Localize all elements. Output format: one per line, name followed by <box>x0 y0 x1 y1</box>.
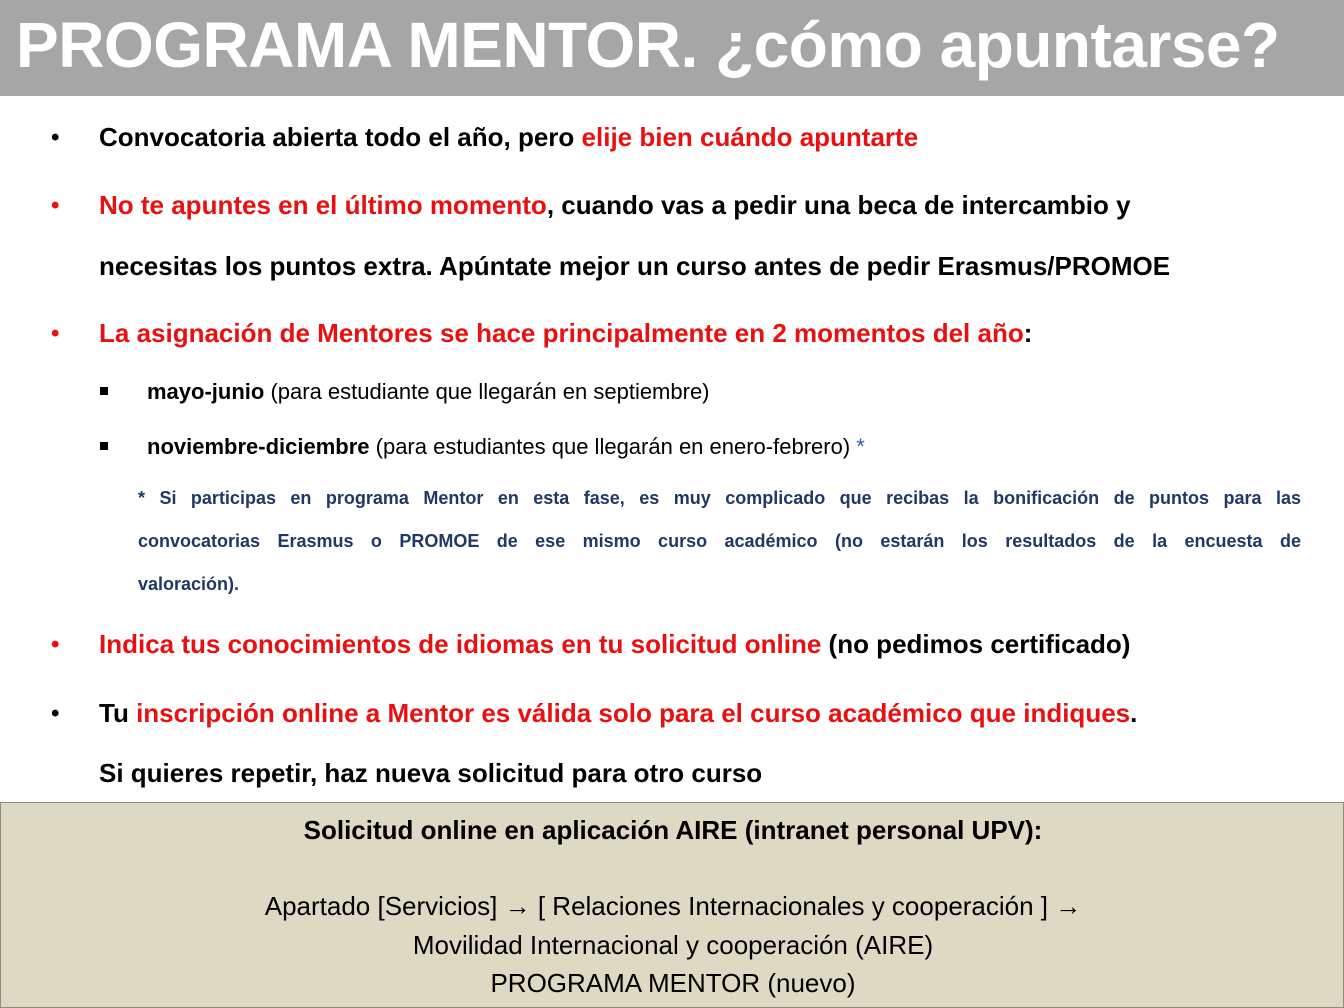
sub-item-1-rest: (para estudiante que llegarán en septiembre) <box>264 379 710 404</box>
bullet-2-line-1 <box>99 192 1131 218</box>
footer-heading: Solicitud online en aplicación AIRE (intranet personal UPV): <box>303 815 1043 845</box>
sub-bullet-1 <box>100 387 108 395</box>
bullet-4-text <box>99 631 1130 657</box>
note-line-2: convocatorias Erasmus o PROMOE de ese mismo curso académico (no estarán los resultados de la encuesta de <box>138 531 1301 551</box>
sub-item-2-asterisk: * <box>856 434 865 459</box>
footer-path-line-3: PROGRAMA MENTOR (nuevo) <box>490 968 856 998</box>
bullet-5-line-2: Si quieres repetir, haz nueva solicitud para otro curso <box>99 758 763 788</box>
bullet-5-part-3: . <box>1130 698 1138 728</box>
bullet-5-part-1: Tu <box>99 698 137 728</box>
sub-item-1-bold: mayo-junio <box>147 379 265 404</box>
bullet-dot-4: • <box>51 631 60 658</box>
bullet-4-part-1: Indica tus conocimientos de idiomas en tu solicitud online <box>99 629 822 659</box>
note-line-3: valoración). <box>138 574 240 594</box>
bullet-3-part-1: La asignación de Mentores se hace principalmente en 2 momentos del año <box>99 318 1024 348</box>
sub-bullet-2 <box>100 442 108 450</box>
footer-path-line-2: Movilidad Internacional y cooperación (AIRE) <box>412 930 934 960</box>
bullet-1-part-1: Convocatoria abierta todo el año, pero <box>99 122 582 152</box>
bullet-1-part-2: elije bien cuándo apuntarte <box>581 122 919 152</box>
bullet-3-text <box>99 320 1032 346</box>
bullet-dot-1: • <box>51 124 60 151</box>
page-title: PROGRAMA MENTOR. ¿cómo apuntarse? <box>16 9 1280 81</box>
footer-box <box>0 802 1344 1008</box>
bullet-dot-5: • <box>51 700 60 727</box>
bullet-dot-2: • <box>51 192 60 219</box>
bullet-1-text <box>99 124 918 150</box>
bullet-5-line-1 <box>99 700 1137 726</box>
sub-item-2 <box>147 436 865 458</box>
footer-path-line-1: Apartado [Servicios] → [ Relaciones Internacionales y cooperación ] → <box>264 891 1082 921</box>
note-line-1: * Si participas en programa Mentor en esta fase, es muy complicado que recibas la bonificación de puntos para las <box>138 488 1301 508</box>
bullet-2-part-1: No te apuntes en el último momento <box>99 190 547 220</box>
sub-item-2-bold: noviembre-diciembre <box>147 434 370 459</box>
bullet-2-part-2: , cuando vas a pedir una beca de intercambio y <box>546 190 1131 220</box>
sub-item-2-rest: (para estudiantes que llegarán en enero-febrero) <box>369 434 857 459</box>
title-bar <box>0 0 1344 96</box>
bullet-4-part-2: (no pedimos certificado) <box>821 629 1131 659</box>
bullet-3-part-2: : <box>1023 318 1033 348</box>
bullet-dot-3: • <box>51 320 60 347</box>
sub-item-1 <box>147 381 710 403</box>
bullet-5-part-2: inscripción online a Mentor es válida solo para el curso académico que indiques <box>136 698 1131 728</box>
bullet-2-line-2: necesitas los puntos extra. Apúntate mejor un curso antes de pedir Erasmus/PROMOE <box>99 251 1171 281</box>
